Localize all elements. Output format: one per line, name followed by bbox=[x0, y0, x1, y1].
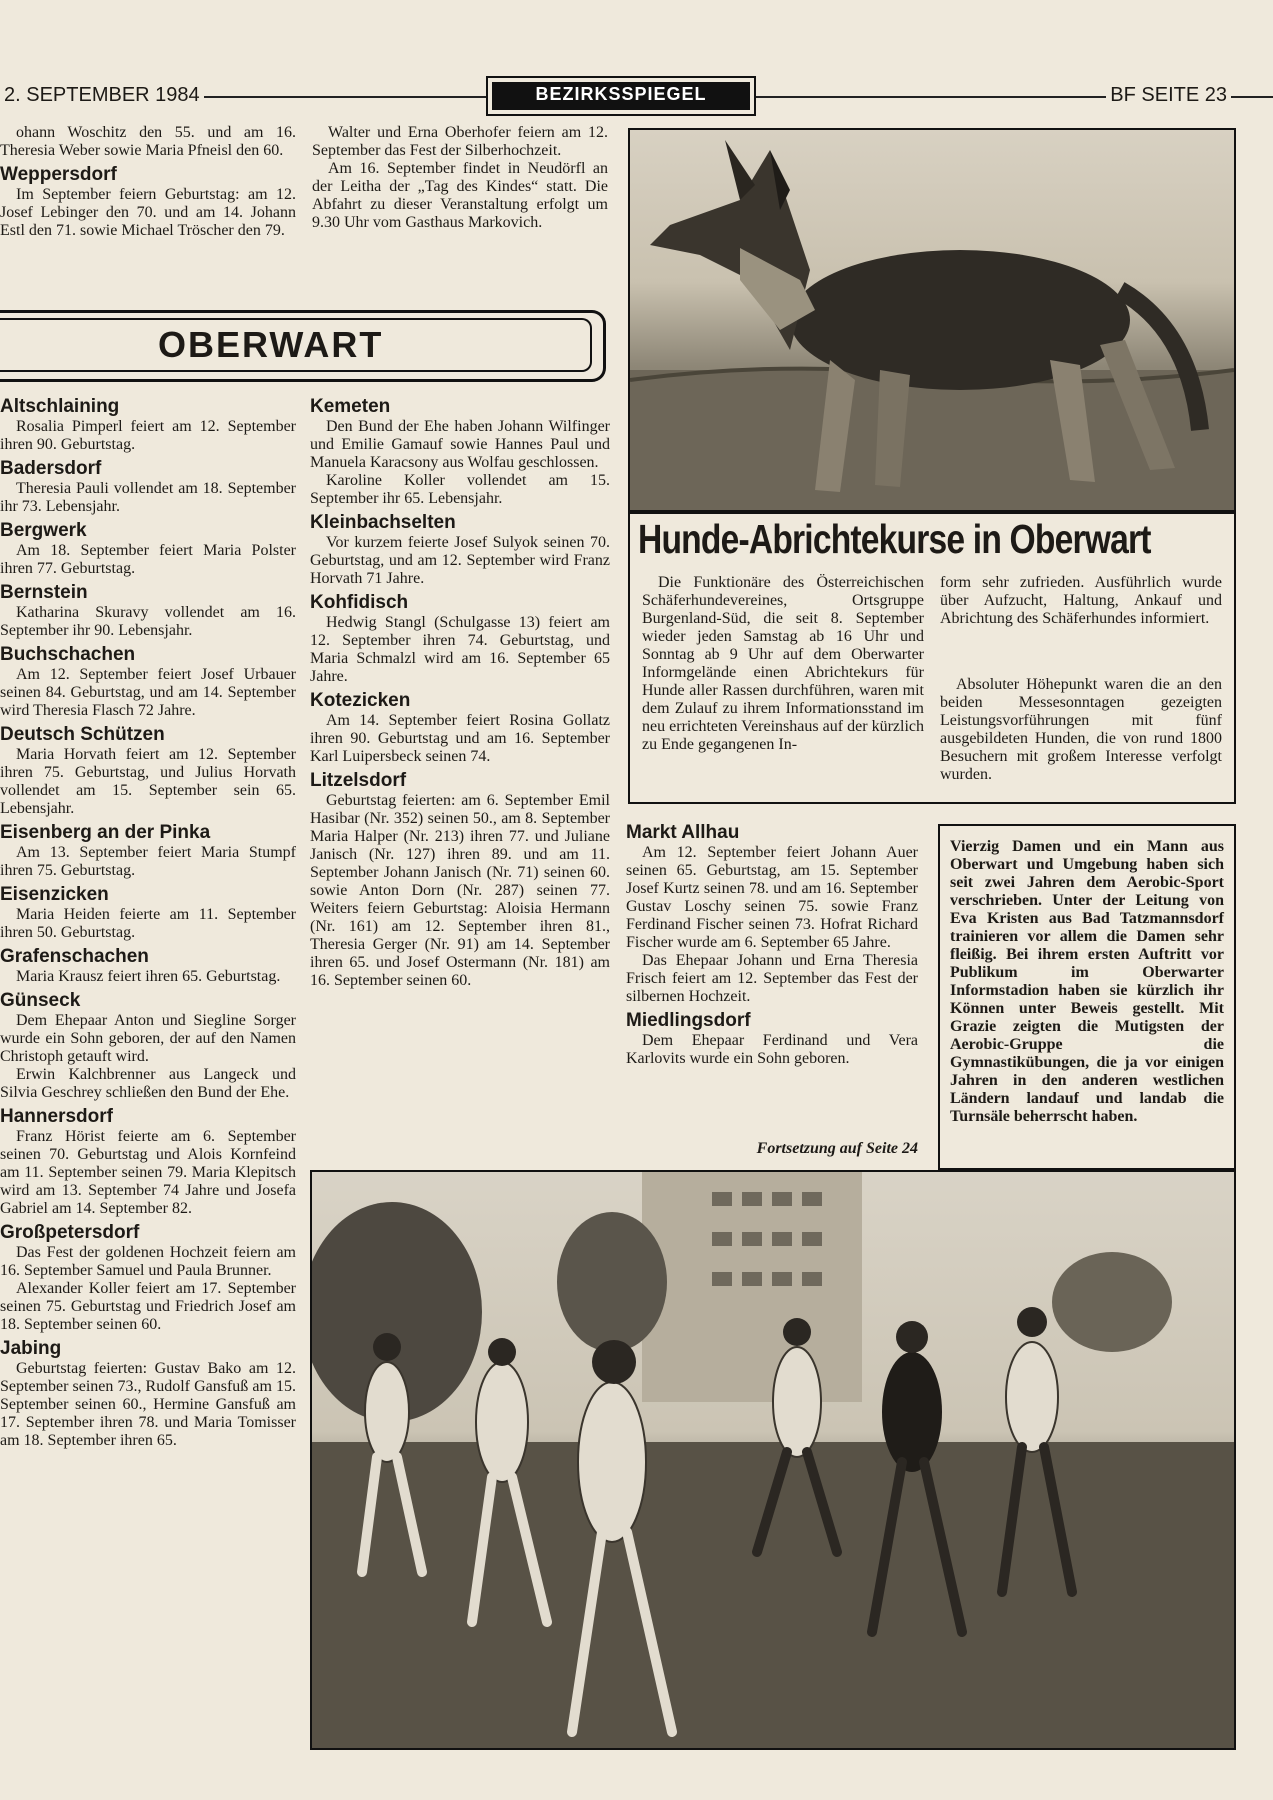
aerobic-photo bbox=[310, 1170, 1236, 1750]
place-heading: Eisenberg an der Pinka bbox=[0, 822, 211, 843]
article-paragraph: Geburtstag feierten: Gustav Bako am 12. September seinen 73., Rudolf Gansfuß am 15. September seinen 60., Hermine Gansfuß am 17. September ihren 78. und Maria Tomisser am 18. September ihren 65. bbox=[0, 1360, 296, 1449]
main-column-3 bbox=[626, 822, 918, 1142]
place-heading: Miedlingsdorf bbox=[626, 1010, 751, 1031]
article-paragraph: ohann Woschitz den 55. und am 16. Theresia Weber sowie Maria Pfneisl den 60. bbox=[0, 124, 296, 159]
aerobic-group-illustration bbox=[312, 1172, 1234, 1748]
place-heading: Kemeten bbox=[310, 396, 391, 417]
dog-article-text-b1: form sehr zufrieden. Ausführlich wurde über Aufzucht, Haltung, Ankauf und Abrichtung des Schäferhundes informiert. bbox=[940, 574, 1222, 627]
place-heading: Grafenschachen bbox=[0, 946, 149, 967]
article-paragraph: Am 12. September feiert Johann Auer seinen 65. Geburtstag, am 15. September Josef Kurtz seinen 78. und am 16. September Gustav Loschy seinen 75. sowie Franz Ferdinand Fischer seinen 73. Hofrat Richard Fischer wurde am 6. September 65 Jahre. bbox=[626, 844, 918, 951]
article-paragraph: Karoline Koller vollendet am 15. September ihr 65. Lebensjahr. bbox=[310, 472, 610, 507]
article-paragraph: Franz Hörist feierte am 6. September seinen 70. Geburtstag und Alois Kornfeind am 11. September seinen 79. Maria Klepitsch wird am 13. September 74 Jahre und Josefa Gabriel am 14. September 82. bbox=[0, 1128, 296, 1217]
dog-article-text-b2: Absoluter Höhepunkt waren die an den beiden Messesonntagen gezeigten Leistungsvorführungen mit fünf ausgebildeten Hunden, die von rund 1800 Besuchern mit großem Interesse verfolgt wurden. bbox=[940, 676, 1222, 783]
article-paragraph: Alexander Koller feiert am 17. September seinen 75. Geburtstag und Friedrich Josef am 18. September seinen 60. bbox=[0, 1280, 296, 1333]
article-paragraph: Erwin Kalchbrenner aus Langeck und Silvia Geschrey schließen den Bund der Ehe. bbox=[0, 1066, 296, 1101]
dog-article-box bbox=[628, 512, 1236, 804]
article-paragraph: Am 16. September findet in Neudörfl an der Leitha der „Tag des Kindes“ statt. Die Abfahrt zu dieser Veranstaltung erfolgt um 9.30 Uhr vom Gasthaus Markovich. bbox=[312, 160, 608, 231]
article-paragraph: Hedwig Stangl (Schulgasse 13) feiert am 12. September ihren 74. Geburtstag, und Maria Schmalzl wird am 16. September 65 Jahre. bbox=[310, 614, 610, 685]
article-paragraph: Am 13. September feiert Maria Stumpf ihren 75. Geburtstag. bbox=[0, 844, 296, 879]
continuation-note: Fortsetzung auf Seite 24 bbox=[756, 1140, 918, 1157]
article-paragraph: Maria Horvath feiert am 12. September ihren 75. Geburtstag, und Julius Horvath vollendet am 15. September sein 65. Lebensjahr. bbox=[0, 746, 296, 817]
article-paragraph: Katharina Skuravy vollendet am 16. September ihr 90. Lebensjahr. bbox=[0, 604, 296, 639]
article-paragraph: Den Bund der Ehe haben Johann Wilfinger und Emilie Gamauf sowie Hannes Paul und Manuela Karacsony aus Wolfau geschlossen. bbox=[310, 418, 610, 471]
article-paragraph: Am 14. September feiert Rosina Gollatz ihren 90. Geburtstag und am 16. September Karl Luipersbeck seinen 74. bbox=[310, 712, 610, 765]
aerobic-caption-text: Vierzig Damen und ein Mann aus Oberwart und Umgebung haben sich seit zwei Jahren dem Aerobic-Sport verschrieben. Unter der Leitung von Eva Kristen aus Bad Tatzmannsdorf trainieren vor allem die Damen sehr fleißig. Bei ihrem ersten Auftritt vor Publikum im Oberwarter Informstadion haben sie kürzlich ihr Können unter Beweis gestellt. Mit Grazie zeigten die Mutigsten der Aerobic-Gruppe die Gymnastikübungen, die ja vor einigen Jahren in den anderen westlichen Ländern landauf und landab die Turnsäle beherrscht haben. bbox=[950, 838, 1224, 1125]
place-heading: Bergwerk bbox=[0, 520, 87, 541]
dog-article-headline: Hunde-Abrichtekurse in Oberwart bbox=[638, 516, 1151, 562]
place-heading: Weppersdorf bbox=[0, 164, 117, 185]
place-heading: Litzelsdorf bbox=[310, 770, 407, 791]
article-paragraph: Das Ehepaar Johann und Erna Theresia Frisch feiert am 12. September das Fest der silbernen Hochzeit. bbox=[626, 952, 918, 1005]
section-banner-inner bbox=[0, 318, 592, 372]
main-column-1 bbox=[0, 396, 296, 1766]
article-paragraph: Am 12. September feiert Josef Urbauer seinen 84. Geburtstag, und am 14. September wird Theresia Flasch 72 Jahre. bbox=[0, 666, 296, 719]
masthead bbox=[486, 76, 756, 116]
place-heading: Kohfidisch bbox=[310, 592, 409, 613]
top-left-column-2 bbox=[312, 124, 608, 284]
place-heading: Altschlaining bbox=[0, 396, 120, 417]
top-left-column-1 bbox=[0, 124, 296, 284]
article-paragraph: Theresia Pauli vollendet am 18. September ihr 73. Lebensjahr. bbox=[0, 480, 296, 515]
article-paragraph: Vor kurzem feierte Josef Sulyok seinen 70. Geburtstag, und am 12. September wird Franz Horvath 71 Jahre. bbox=[310, 534, 610, 587]
place-heading: Bernstein bbox=[0, 582, 88, 603]
masthead-label: BEZIRKSSPIEGEL bbox=[492, 82, 750, 110]
place-heading: Hannersdorf bbox=[0, 1106, 113, 1127]
article-paragraph: Maria Heiden feierte am 11. September ihren 50. Geburtstag. bbox=[0, 906, 296, 941]
article-paragraph: Geburtstag feierten: am 6. September Emil Hasibar (Nr. 352) seinen 50., am 8. September Maria Halper (Nr. 213) ihren 77. und Juliane Janisch (Nr. 127) ihren 89. und am 11. September Johann Janisch (Nr. 71) seinen 60. sowie Anton Dorn (Nr. 287) seinen 77. Weiters feiern Geburtstag: Aloisia Hermann (Nr. 161) am 12. September ihren 81., Theresia Gerger (Nr. 91) am 14. September ihren 65. und Josef Ostermann (Nr. 181) am 16. September seinen 60. bbox=[310, 792, 610, 989]
article-paragraph: Am 18. September feiert Maria Polster ihren 77. Geburtstag. bbox=[0, 542, 296, 577]
place-heading: Buchschachen bbox=[0, 644, 136, 665]
place-heading: Jabing bbox=[0, 1338, 62, 1359]
article-paragraph: Im September feiern Geburtstag: am 12. Josef Lebinger den 70. und am 14. Johann Estl den 71. sowie Michael Tröscher den 79. bbox=[0, 186, 296, 239]
place-heading: Eisenzicken bbox=[0, 884, 109, 905]
place-heading: Günseck bbox=[0, 990, 81, 1011]
article-paragraph: Maria Krausz feiert ihren 65. Geburtstag. bbox=[16, 968, 281, 985]
aerobic-caption-box bbox=[938, 824, 1236, 1170]
page-number: BF SEITE 23 bbox=[1106, 84, 1231, 107]
issue-date: 2. SEPTEMBER 1984 bbox=[0, 84, 204, 107]
section-banner bbox=[0, 310, 606, 382]
dog-article-text-a: Die Funktionäre des Österreichischen Schäferhundevereines, Ortsgruppe Burgenland-Süd, die seit 8. September wieder jeden Samstag ab 16 Uhr und Sonntag ab 9 Uhr auf dem Oberwarter Informgelände einen Abrichtekurs für Hunde aller Rassen durchführen, waren mit dem Zulauf zu ihrem Informationsstand im neu errichteten Vereinshaus auf der kürzlich zu Ende gegangenen In- bbox=[642, 574, 924, 753]
article-paragraph: Das Fest der goldenen Hochzeit feiern am 16. September Samuel und Paula Brunner. bbox=[0, 1244, 296, 1279]
place-heading: Deutsch Schützen bbox=[0, 724, 165, 745]
place-heading: Kotezicken bbox=[310, 690, 411, 711]
german-shepherd-illustration bbox=[630, 130, 1234, 510]
main-column-2 bbox=[310, 396, 610, 1166]
place-heading: Kleinbachselten bbox=[310, 512, 456, 533]
article-paragraph: Rosalia Pimperl feiert am 12. September ihren 90. Geburtstag. bbox=[0, 418, 296, 453]
place-heading: Markt Allhau bbox=[626, 822, 740, 843]
place-heading: Großpetersdorf bbox=[0, 1222, 140, 1243]
dog-photo bbox=[628, 128, 1236, 512]
place-heading: Badersdorf bbox=[0, 458, 102, 479]
article-paragraph: Dem Ehepaar Anton und Siegline Sorger wurde ein Sohn geboren, der auf den Namen Christoph getauft wird. bbox=[0, 1012, 296, 1065]
section-title: OBERWART bbox=[158, 324, 384, 365]
article-paragraph: Walter und Erna Oberhofer feiern am 12. September das Fest der Silberhochzeit. bbox=[312, 124, 608, 159]
article-paragraph: Dem Ehepaar Ferdinand und Vera Karlovits wurde ein Sohn geboren. bbox=[626, 1032, 918, 1067]
